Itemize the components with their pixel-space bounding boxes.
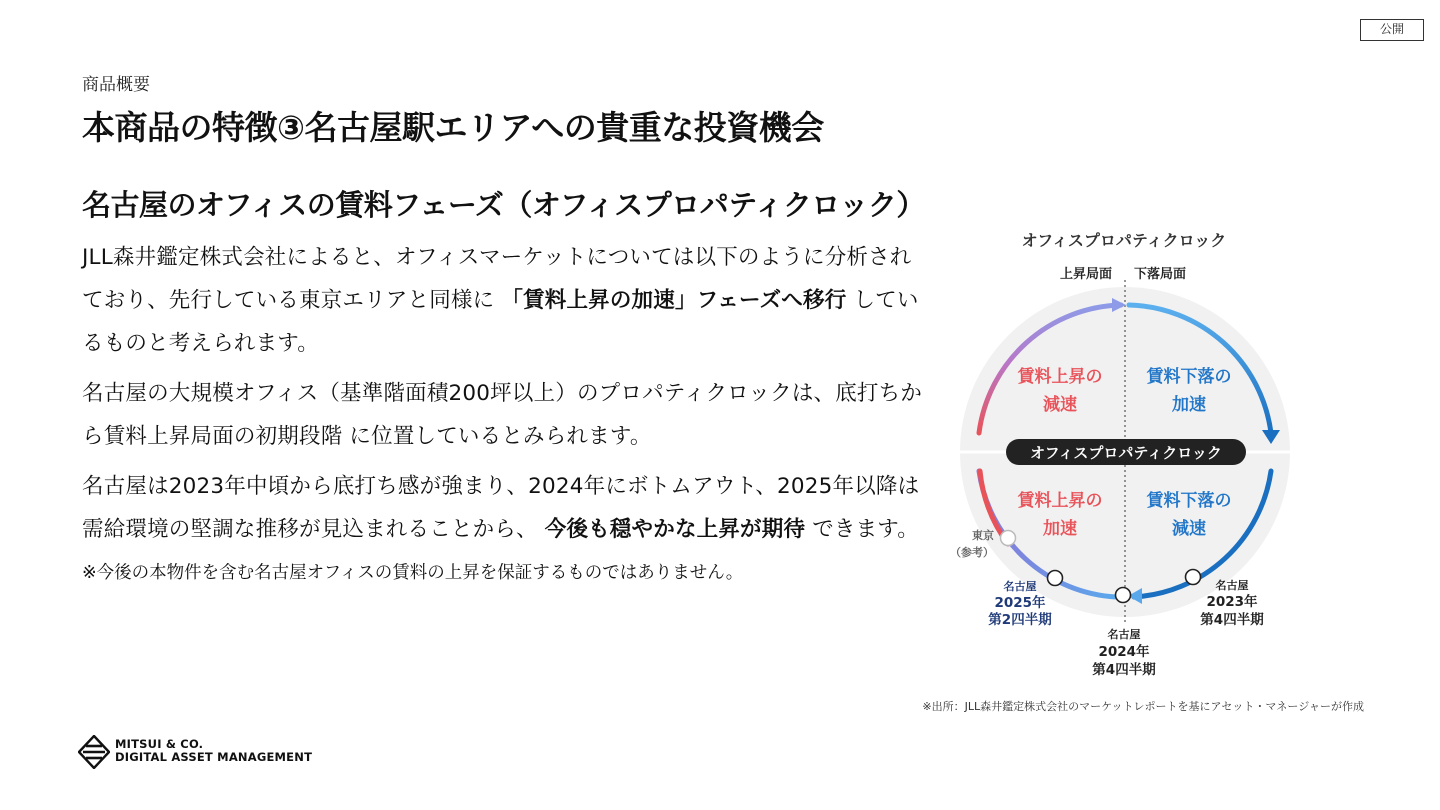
paragraph-1-emphasis: 「賃料上昇の加速」フェーズへ移行	[501, 288, 847, 313]
paragraph-1-text: JLL森井鑑定株式会社によると、オフィスマーケットについては以下のように分析されており、先行している東京エリアと同様に	[82, 245, 912, 313]
quadrant-top-left-line1: 賃料上昇の	[1017, 367, 1103, 387]
marker-2024q4-label1: 名古屋	[1107, 628, 1141, 641]
quadrant-top-right-line1: 賃料下落の	[1146, 367, 1232, 387]
clock-title: オフィスプロパティクロック	[1021, 231, 1227, 250]
marker-2023q4-label3: 第4四半期	[1200, 612, 1264, 628]
quadrant-bottom-right-line2: 減速	[1172, 519, 1206, 539]
company-logo	[78, 735, 313, 773]
page-title: 本商品の特徴③名古屋駅エリアへの貴重な投資機会	[82, 108, 824, 147]
paragraph-3-tail: できます。	[805, 517, 919, 542]
marker-2025q2-label1: 名古屋	[1003, 580, 1037, 593]
logo-line1: MITSUI & CO.	[115, 737, 204, 751]
paragraph-1-tail: しているものと考えられます。	[82, 288, 919, 356]
section-category: 商品概要	[82, 75, 150, 95]
mitsui-logo-icon	[78, 735, 110, 769]
quadrant-bottom-right-line1: 賃料下落の	[1146, 491, 1232, 511]
quadrant-top-right-line2: 加速	[1172, 395, 1206, 415]
marker-2023q4	[1186, 570, 1201, 585]
paragraph-2: 名古屋の大規模オフィス（基準階面積200坪以上）のプロパティクロックは、底打ちから賃料上昇局面の初期段階 に位置しているとみられます。	[82, 381, 923, 449]
source-note: ※出所：JLL森井鑑定株式会社のマーケットレポートを基にアセット・マネージャーが作成	[922, 700, 1364, 713]
marker-2024q4	[1116, 588, 1131, 603]
marker-2025q2-label2: 2025年	[994, 595, 1046, 611]
section-subtitle: 名古屋のオフィスの賃料フェーズ（オフィスプロパティクロック）	[82, 188, 925, 222]
marker-2025q2	[1048, 571, 1063, 586]
paragraph-3	[82, 465, 932, 551]
disclaimer-note: ※今後の本物件を含む名古屋オフィスの賃料の上昇を保証するものではありません。	[82, 563, 744, 583]
quadrant-bottom-left-line2: 加速	[1043, 519, 1077, 539]
logo-line2: DIGITAL ASSET MANAGEMENT	[115, 750, 313, 764]
paragraph-3-emphasis: 今後も穏やかな上昇が期待	[544, 517, 806, 542]
marker-2024q4-label3: 第4四半期	[1092, 662, 1156, 678]
marker-2025q2-label3: 第2四半期	[988, 612, 1052, 628]
marker-tokyo-label2: （参考）	[950, 546, 994, 559]
quadrant-bottom-left-line1: 賃料上昇の	[1017, 491, 1103, 511]
phase-down-label: 下落局面	[1134, 267, 1187, 282]
property-clock-diagram	[950, 224, 1310, 684]
marker-2023q4-label1: 名古屋	[1215, 579, 1249, 592]
marker-2023q4-label2: 2023年	[1206, 594, 1258, 610]
center-label: オフィスプロパティクロック	[1030, 444, 1222, 462]
paragraph-1	[82, 236, 932, 365]
marker-tokyo-label1: 東京	[972, 529, 994, 542]
public-badge: 公開	[1360, 19, 1424, 41]
paragraph-3-text: 名古屋は2023年中頃から底打ち感が強まり、2024年にボトムアウト、2025年以降は需給環境の堅調な推移が見込まれることから、	[82, 474, 920, 542]
marker-tokyo	[1001, 531, 1016, 546]
phase-up-label: 上昇局面	[1059, 267, 1112, 282]
marker-2024q4-label2: 2024年	[1098, 644, 1150, 660]
body-text	[82, 236, 932, 588]
quadrant-top-left-line2: 減速	[1043, 395, 1077, 415]
logo-text	[115, 738, 312, 764]
